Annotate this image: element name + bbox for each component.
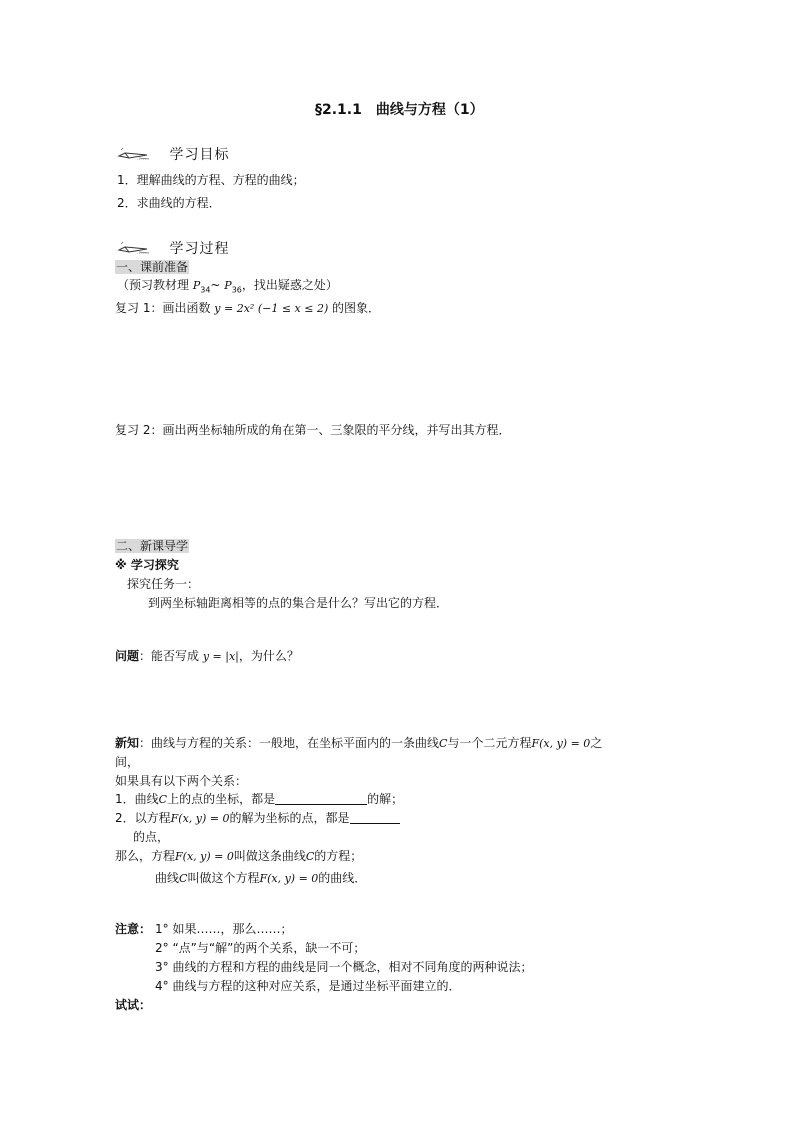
process-heading: 学习过程 bbox=[169, 241, 230, 257]
newknow-line-1: 新知：曲线与方程的关系：一般地，在坐标平面内的一条曲线C与一个二元方程F(x, y) = 0之 bbox=[115, 736, 603, 750]
prep-heading: 一、课前准备 bbox=[116, 260, 189, 274]
pen-icon bbox=[117, 241, 151, 255]
notes-label: 注意： bbox=[115, 922, 152, 936]
note-item-3: 3° 曲线的方程和方程的曲线是同一个概念，相对不同角度的两种说法； bbox=[155, 960, 533, 974]
review-2: 复习 2：画出两坐标轴所成的角在第一、三象限的平分线，并写出其方程． bbox=[115, 423, 511, 437]
objectives-heading: 学习目标 bbox=[169, 147, 230, 163]
page-title: §2.1.1 曲线与方程（1） bbox=[315, 102, 484, 118]
objective-item-2: 2．求曲线的方程． bbox=[117, 196, 221, 210]
task-label: 探究任务一： bbox=[127, 577, 200, 591]
newlesson-heading: 二、新课导学 bbox=[116, 539, 189, 553]
question: 问题：能否写成 y = |x|，为什么？ bbox=[115, 649, 299, 663]
question-formula: y = |x| bbox=[202, 650, 239, 663]
note-item-4: 4° 曲线与方程的这种对应关系，是通过坐标平面建立的． bbox=[155, 979, 461, 993]
task-text: 到两坐标轴距离相等的点的集合是什么？写出它的方程． bbox=[148, 596, 449, 610]
answer-blank-2[interactable] bbox=[350, 811, 400, 824]
newknow-curve: 曲线C叫做这个方程F(x, y) = 0的曲线． bbox=[155, 871, 367, 885]
review-1: 复习 1：画出函数 y = 2x² (−1 ≤ x ≤ 2) 的图象． bbox=[115, 301, 381, 315]
newknow-item-2: 2．以方程F(x, y) = 0的解为坐标的点，都是 bbox=[115, 810, 400, 827]
newknow-if: 如果具有以下两个关系： bbox=[115, 774, 248, 788]
objectives-heading-row bbox=[117, 146, 229, 164]
review-1-formula: y = 2x² (−1 ≤ x ≤ 2) bbox=[214, 302, 329, 315]
explore-heading: ※ 学习探究 bbox=[115, 558, 179, 572]
objective-item-1: 1．理解曲线的方程、方程的曲线； bbox=[117, 173, 305, 187]
newknow-then: 那么，方程F(x, y) = 0叫做这条曲线C的方程； bbox=[115, 849, 363, 863]
note-item-2: 2° “点”与“解”的两个关系，缺一不可； bbox=[155, 941, 366, 955]
try-label: 试试： bbox=[115, 998, 152, 1012]
newknow-item-1: 1．曲线C上的点的坐标，都是 的解； bbox=[115, 792, 404, 806]
newknow-item-2-wrap: 的点， bbox=[133, 830, 170, 844]
newknow-line-wrap: 间， bbox=[115, 755, 140, 769]
answer-blank-1[interactable] bbox=[275, 792, 367, 805]
note-item-1: 1° 如果……，那么……； bbox=[155, 922, 293, 936]
process-heading-row bbox=[117, 240, 229, 258]
pen-icon bbox=[117, 147, 151, 161]
prep-note: （预习教材理 $P_{34}\sim$ $P_{36}$，找出疑惑之处） bbox=[117, 278, 338, 295]
